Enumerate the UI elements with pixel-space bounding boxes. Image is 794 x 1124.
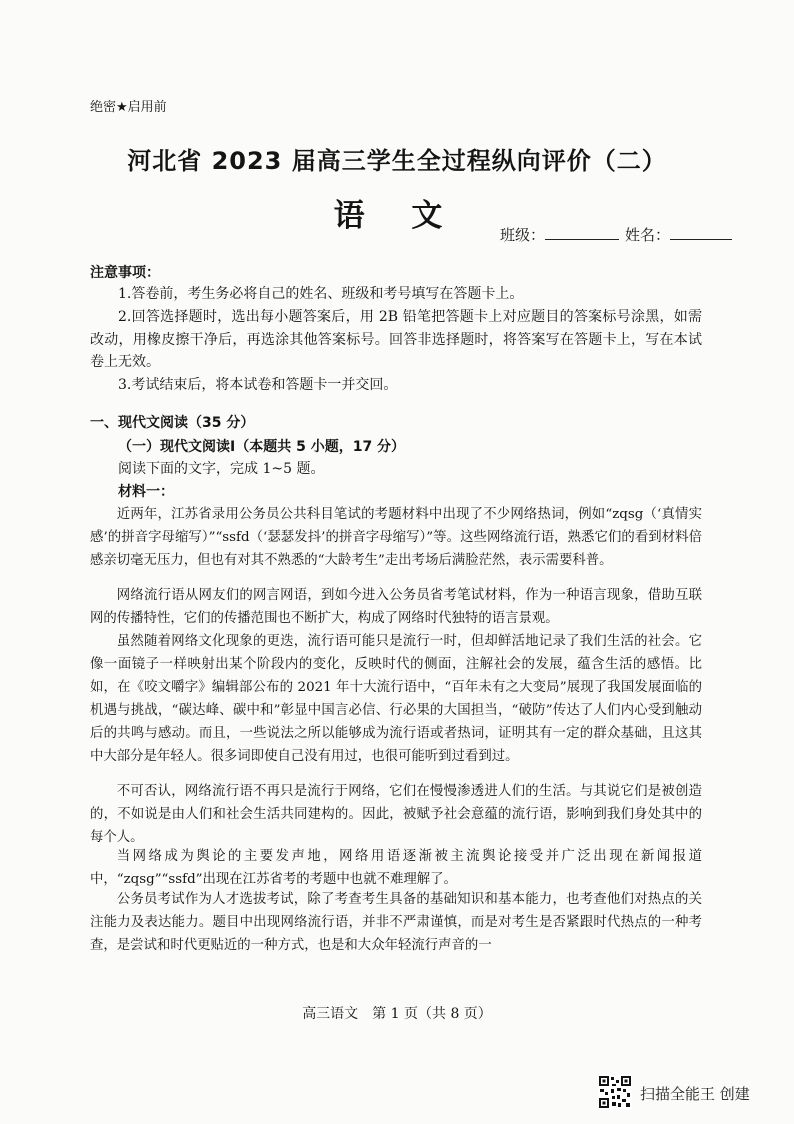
subsection-heading: （一）现代文阅读Ⅰ（本题共 5 小题，17 分） <box>118 439 406 455</box>
secret-label: 绝密★启用前 <box>90 100 167 115</box>
name-label: 姓名： <box>625 226 671 244</box>
name-blank <box>670 225 732 240</box>
section-heading: 一、现代文阅读（35 分） <box>90 415 255 431</box>
page-footer: 高三语文 第 1 页（共 8 页） <box>302 1006 492 1022</box>
notice-item: 1.答卷前，考生务必将自己的姓名、班级和考号填写在答题卡上。 <box>118 286 524 302</box>
article-paragraph: 近两年，江苏省录用公务员公共科目笔试的考题材料中出现了不少网络热词，例如“zqsg（‘真情实感’的拼音字母缩写）”“ssfd（‘瑟瑟发抖’的拼音字母缩写）”等。这些网络流行语，熟悉它们的看到材料倍感亲切毫无压力，但也有对其不熟悉的“大龄考生”走出考场后满脸茫然，表示需要科普。 <box>90 507 702 568</box>
exam-title: 河北省 2023 届高三学生全过程纵向评价（二） <box>127 147 667 175</box>
class-blank <box>545 225 619 240</box>
article-paragraph: 当网络成为舆论的主要发声地，网络用语逐渐被主流舆论接受并广泛出现在新闻报道中，“zqsg”“ssfd”出现在江苏省考的考题中也就不难理解了。 <box>90 849 702 887</box>
student-info-fields <box>500 224 732 245</box>
material-label: 材料一： <box>118 484 174 500</box>
article-paragraph: 不可否认，网络流行语不再只是流行于网络，它们在慢慢渗透进人们的生活。与其说它们是被创造的，不如说是由人们和社会生活共同建构的。因此，被赋予社会意蕴的流行语，影响到我们身处其中的每个人。 <box>90 784 702 845</box>
article-paragraph: 网络流行语从网友们的网言网语，到如今进入公务员省考笔试材料，作为一种语言现象，借助互联网的传播特性，它们的传播范围也不断扩大，构成了网络时代独特的语言景观。 <box>90 588 702 626</box>
notice-heading: 注意事项： <box>90 265 160 281</box>
notice-item: 2.回答选择题时，选出每小题答案后，用 2B 铅笔把答题卡上对应题目的答案标号涂黑，如需改动，用橡皮擦干净后，再选涂其他答案标号。回答非选择题时，将答案写在答题卡上，写在本试卷上无效。 <box>90 309 702 370</box>
article-paragraph: 虽然随着网络文化现象的更迭，流行语可能只是流行一时，但却鲜活地记录了我们生活的社会。它像一面镜子一样映射出某个阶段内的变化，反映时代的侧面，注解社会的发展，蕴含生活的感悟。比如，在《咬文嚼字》编辑部公布的 2021 年十大流行语中，“百年未有之大变局”展现了我国发展面临的机遇与挑战，“碳达峰、碳中和”彰显中国言必信、行必果的大国担当，“破防”传达了人们内心受到触动后的共鸣与感动。而且，一些说法之所以能够成为流行语或者热词，证明其有一定的群众基础，且这其中大部分是年轻人。很多词即使自己没有用过，也很可能听到过看到过。 <box>90 634 702 764</box>
subject-title: 语 文 <box>333 198 461 234</box>
class-label: 班级： <box>500 226 546 244</box>
scanner-brand-text: 扫描全能王 创建 <box>640 1085 750 1103</box>
notice-item: 3.考试结束后，将本试卷和答题卡一并交回。 <box>118 377 398 393</box>
article-paragraph: 公务员考试作为人才选拔考试，除了考查考生具备的基础知识和基本能力，也考查他们对热点的关注能力及表达能力。题目中出现网络流行语，并非不严肃谨慎，而是对考生是否紧跟时代热点的一种考查，是尝试和时代更贴近的一种方式，也是和大众年轻流行声音的一 <box>90 892 702 953</box>
reading-instruction: 阅读下面的文字，完成 1~5 题。 <box>118 461 325 477</box>
qr-code-icon <box>598 1075 632 1109</box>
